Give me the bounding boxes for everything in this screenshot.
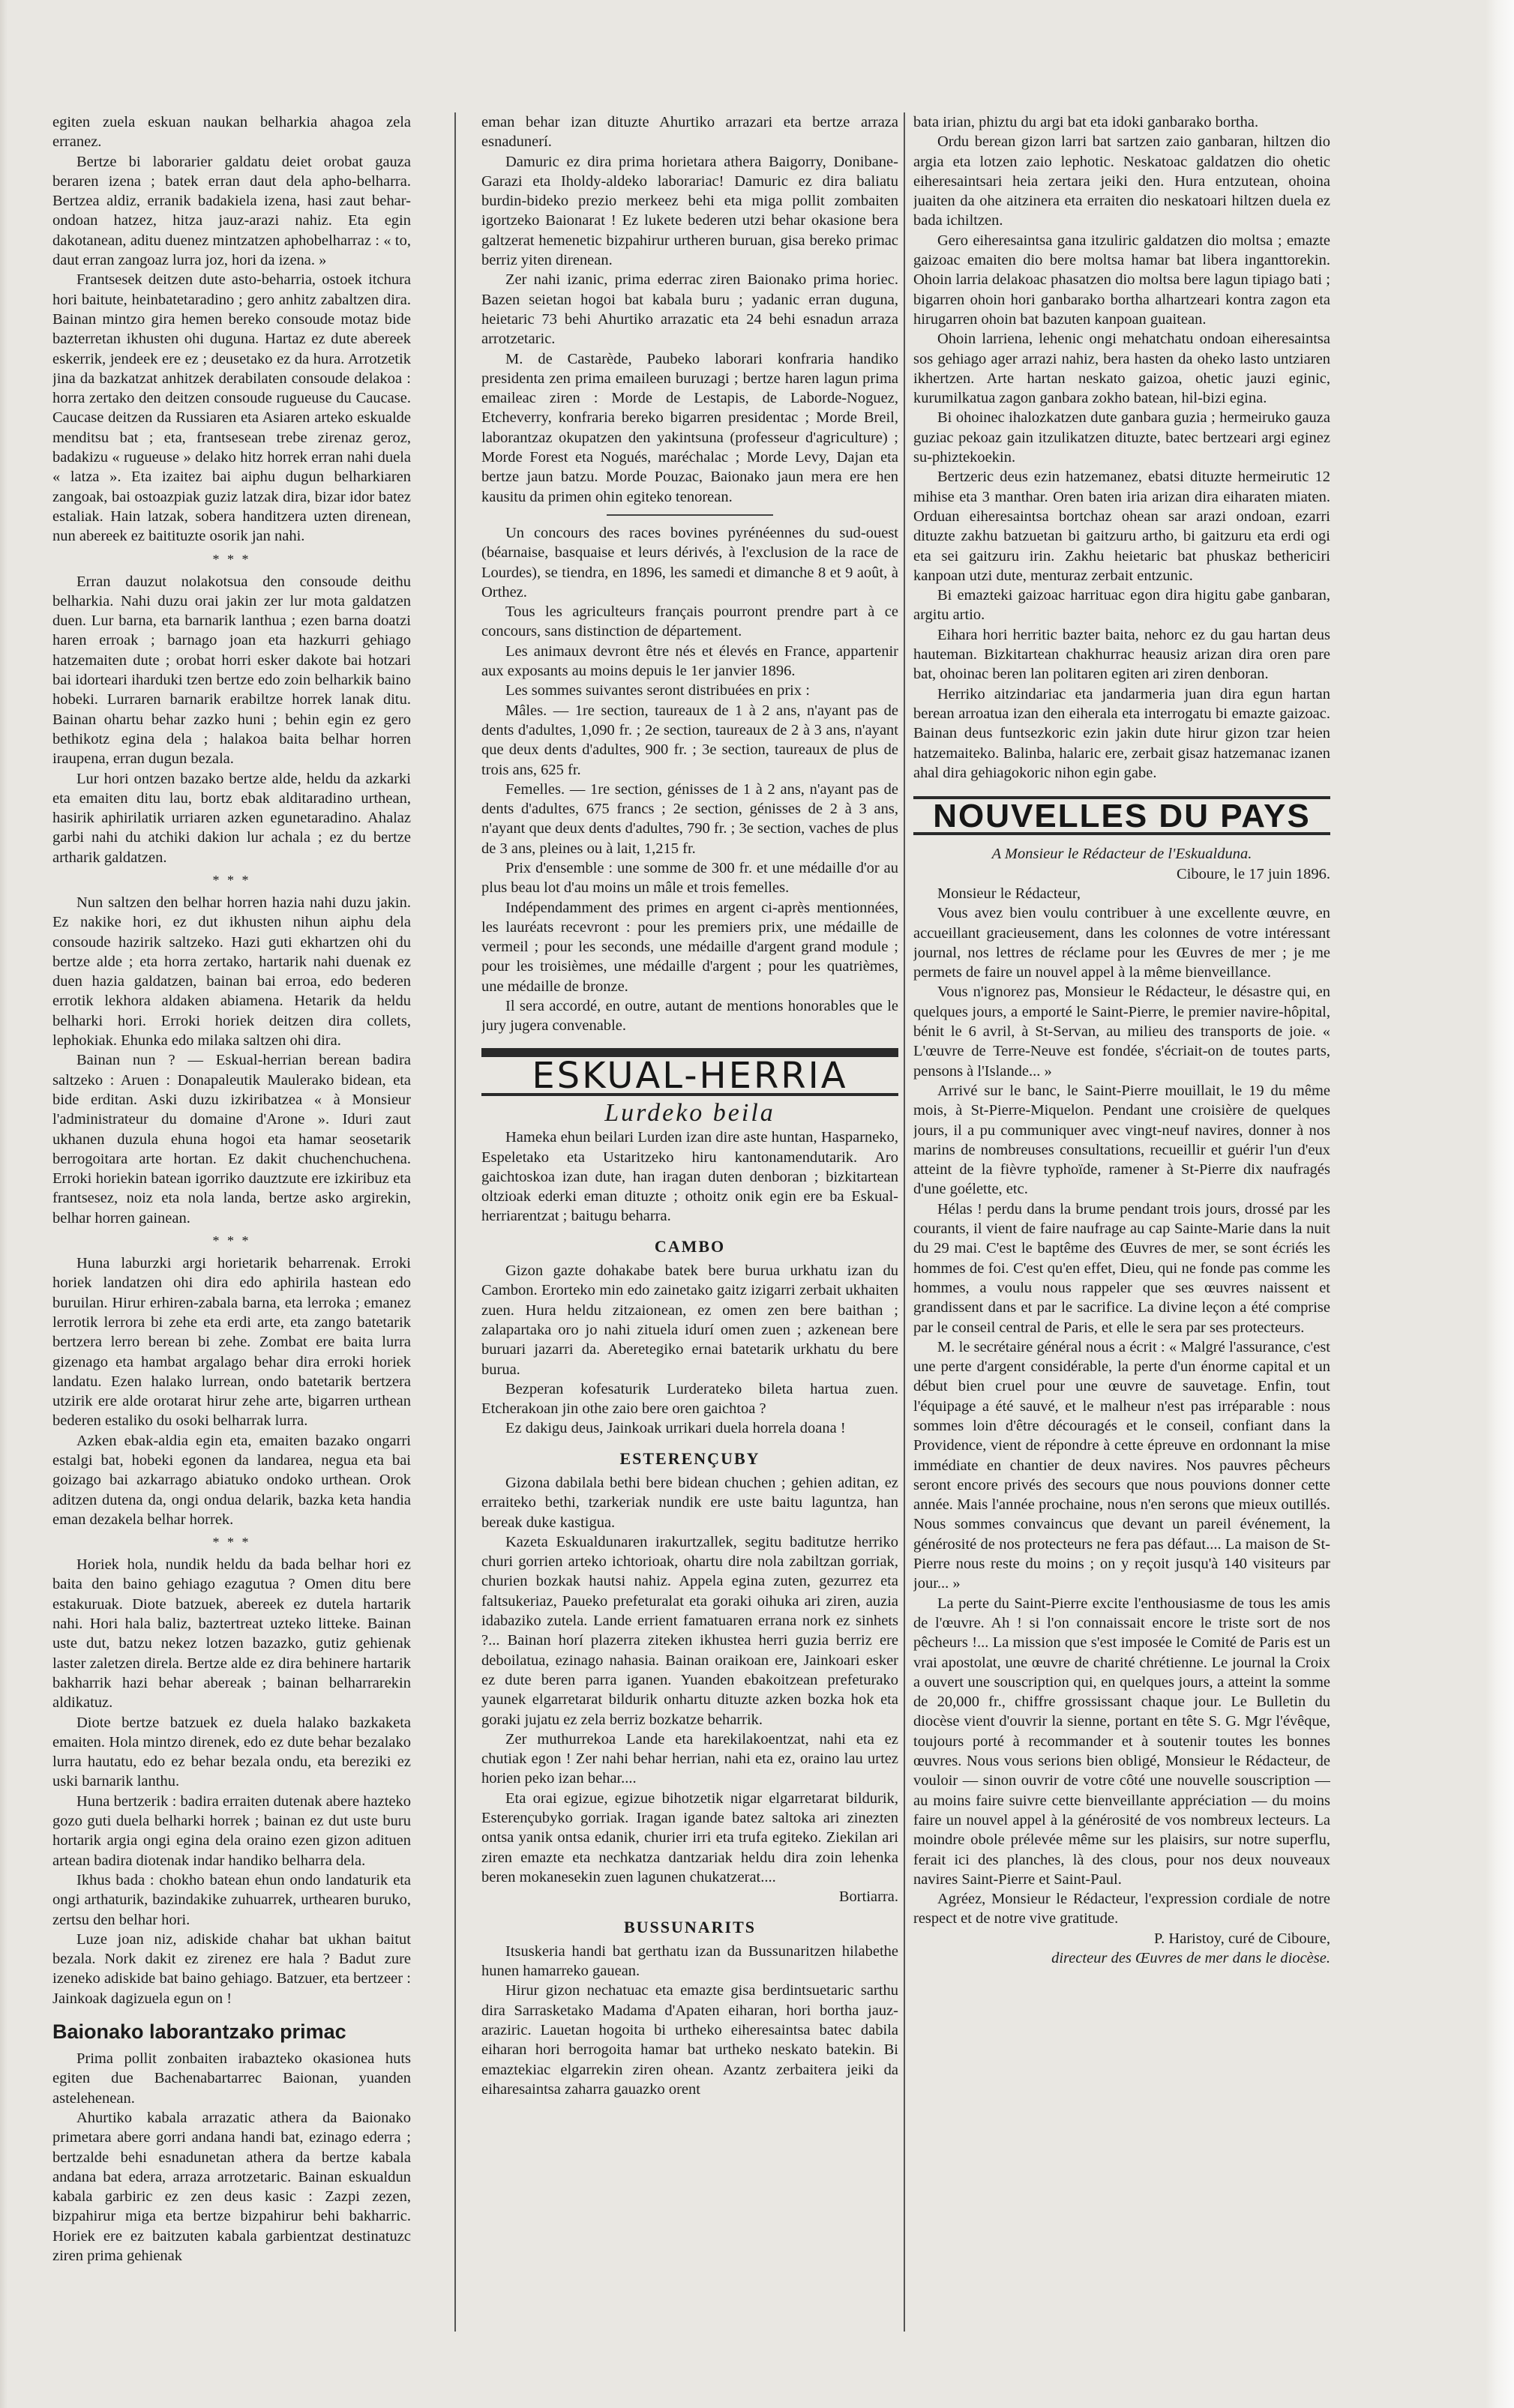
paragraph: Les animaux devront être nés et élevés en France, appartenir aux exposants au moins depuis le 1er janvier 1896. bbox=[481, 642, 898, 680]
paragraph: Un concours des races bovines pyrénéennes du sud-ouest (béarnaise, basquaise et leurs dérivés, à l'exclusion de la race de Lourdes), se tiendra, en 1896, les samedi et dimanche 8 et 9 août, à Orthez. bbox=[481, 524, 898, 601]
paragraph: Hirur gizon nechatuac eta emazte gisa berdintsuetaric sarthu dira Sarrasketako Madama d'Apaten eiharan, hori bortha jauz-araziric. Lauetan hogoita bi urtheko eiheresaintsa batec dabila eiharan hori berrogoita hamar bat urtheko neskato batekin. Bi emaztekiac elgarrekin ziren ohean. Azantz zerbaitera jeiki da eiharesaintsa zaharra gauazko orent bbox=[481, 1982, 898, 2098]
paragraph: Huna laburzki argi horietarik beharrenak. Erroki horiek landatzen ohi dira edo aphirila hastean edo buruilan. Hirur erhiren-zabala barna, eta lerroka ; emanez lerrotik lerrora bi zehe eta erdi arte, eta zango batetarik bertzera lerro berean bi zehe. Zombat ere baita lurra gizenago eta hambat argalago behar dira erroki horiek landatu. Ezen halako lurrean, ondo batetarik bertzera utzirik ere alde orotarat hirur zehe arte, bigarren urthean bederen estaliko du osoki belharrak lurra. bbox=[52, 1255, 411, 1430]
paragraph: Frantsesek deitzen dute asto-beharria, ostoek itchura hori baitute, heinbatetaradino ; gero anhitz zabaltzen dira. Bainan mintzo gira hemen bereko consoude motaz bide bazterretan ikhusten ohi duguna. Hartaz ez dute abereek eskerrik, jendeek ere ez ; deusetako ez da hura. Arrotzetik jina da bazkatzat anhitzek derabilaten consoude delakoa : horra zertako den deitzen consoude rugueuse du Caucase. Caucase deitzen da Russiaren eta Asiaren arteko eskualde menditsu bat ; eta, frantsesean trebe zirenaz geroz, badakizu « rugueuse » delako hitz horrek erran nahi duela « latza ». Eta izaitez bai aiphu dugun belharkiaren zangoak, bai ostoazpiak guziz latzak dira, bizar idor batez estaliak. Hain latzak, sobera handitzera uzten direnean, nun abereek ez baitituzte osorik jan nahi. bbox=[52, 271, 411, 545]
paragraph: Il sera accordé, en outre, autant de mentions honorables que le jury jugera convenable. bbox=[481, 998, 898, 1035]
paragraph: Indépendamment des primes en argent ci-après mentionnées, les lauréats recevront : pour les premiers prix, une médaille de vermeil ; pour les seconds, une médaille d'argent grand module ; pour les troisièmes, une médaille d'argent ; pour les quatrièmes, une médaille de bronze. bbox=[481, 899, 898, 995]
letter-salutation: Monsieur le Rédacteur, bbox=[937, 885, 1081, 902]
paragraph: Prima pollit zonbaiten irabazteko okasionea huts egiten due Bachenabartarrec Baionan, yuanden astelehenean. bbox=[52, 2050, 411, 2107]
paragraph: Mâles. — 1re section, taureaux de 1 à 2 ans, n'ayant pas de dents d'adultes, 1,090 fr. ; 2e section, taureaux de 2 à 3 ans, n'ayant que deux dents d'adultes, 900 fr. ; 3e section, taureaux de plus de trois ans, 625 fr. bbox=[481, 702, 898, 778]
place-heading: BUSSUNARITS bbox=[623, 1917, 757, 1936]
paragraph: Agréez, Monsieur le Rédacteur, l'expression cordiale de notre respect et de notre vive gratitude. bbox=[913, 1891, 1330, 1927]
column-rule bbox=[904, 112, 905, 2332]
paragraph: Bi emazteki gaizoac harrituac egon dira higitu gabe ganbaran, argitu artio. bbox=[913, 587, 1330, 624]
paragraph: Ohoin larriena, lehenic ongi mehatchatu ondoan eiheresaintsa sos gehiago ager arrazi nahiz, bera hasten da oheko lasto untziaren ikhertzen. Arte hartan neskato gaizoa, ohetic jauzi eginic, kurumilkatua zagon ganbara zokho batean, hil-bizi egina. bbox=[913, 331, 1330, 407]
paragraph: M. de Castarède, Paubeko laborari konfraria handiko presidenta zen prima emaileen buruzagi ; bertze haren lagun prima emaileac ziren : Morde de Lestapis, de Laborde-Noguez, Etcheverry, konfraria bereko bigarren presidentac ; Morde Breil, laborantzaz okupatzen den yakintsuna (professeur d'agriculture) ; Morde Forest eta Nogués, maréchalac ; Morde Levy, Dajan eta bertze jaun batzu. Morde Pouzac, Baionako jaun mera ere hen kausitu da primen ohin egiteko tenorean. bbox=[481, 350, 898, 505]
column-2 bbox=[481, 112, 898, 2354]
paragraph: egiten zuela eskuan naukan belharkia ahagoa zela erranez. bbox=[52, 114, 411, 151]
section-subtitle: Lurdeko beila bbox=[604, 1098, 775, 1127]
column-3 bbox=[913, 112, 1330, 2354]
paragraph: Eta orai egizue, egizue bihotzetik nigar elgarretarat bildurik, Esterençubyko gorriak. Iragan igande batez saltoka ari zinezten ontsa yanik ontsa edanik, churier irri eta trufa egiteko. Ziekilan ari ziren emazte eta nechkatza dantzariak heldu dira zoin lehenka beren mokanesekin zuen lagunen chukatzerat.... bbox=[481, 1790, 898, 1885]
paragraph: Gizon gazte dohakabe batek bere burua urkhatu izan du Cambon. Erorteko min edo zainetako gaitz izigarri zerbait ukhaiten zuen. Hura heldu zitzaionean, ez omen zen bere baithan ; zalapartaka oro jo nahi zituela idurí omen zuen ; azkenean bere buruari jazarri da. Aberetegiko ernai batetarik urkhatu du bere burua. bbox=[481, 1262, 898, 1378]
paragraph: Bertzeric deus ezin hatzemanez, ebatsi dituzte hermeirutic 12 mihise eta 3 manthar. Oren baten iria arizan dira eiharaten miaten. Orduan eiheresaintsa bortchaz ohean sar arazi ondoan, ezarri dituzte zakhu batzuetan bi gaitzuru artho, bi gaitzuru eta erdi ogi eta sei gaitzuru irin. Zakhu heietaric bat phuskaz bethericiri kanpoan utzi dute, menturaz zerbait entzunic. bbox=[913, 469, 1330, 584]
paragraph: Gizona dabilala bethi bere bidean chuchen ; gehien aditan, ez erraiteko bethi, tzarkeriak nundik ere uste baitu laguntza, han bereak duke kastigua. bbox=[481, 1475, 898, 1531]
paragraph: Ordu berean gizon larri bat sartzen zaio ganbaran, hiltzen dio argia eta lotzen zaio lephotic. Neskatoac galdatzen dio ohetic eiheresaintsari heia zertara jeiki den. Hura entzutean, ohoina juaiten da ohe aitzinera eta erraiten dio neskatoari hiltzen duela ez bada ichiltzen. bbox=[913, 133, 1330, 229]
paragraph: Vous avez bien voulu contribuer à une excellente œuvre, en accueillant gracieusement, dans les colonnes de votre intéressant journal, nos lettres de réclame pour les Œuvres de mer ; je me permets de faire un nouvel appel à la même bienveillance. bbox=[913, 905, 1330, 981]
paragraph: Bainan nun ? — Eskual-herrian berean badira saltzeko : Aruen : Donapaleutik Maulerako bidean, eta bide erditan. Aski duzu izkiribatzea « à Monsieur l'administrateur du domaine d'Arone ». Iduri zaut ukhanen duzula ehuna hogoi eta hamar seosetarik berrogoitara arte hortan. Ez dakit chuchenchuchena. Erroki horiekin batean igorriko dauztzute ere izkiribuz eta frantsesez, noiz eta nola landa, bertze asko argirekin, belhar horren gainean. bbox=[52, 1052, 411, 1226]
paragraph: Ikhus bada : chokho batean ehun ondo landaturik eta ongi arthaturik, bazindakike zuhuarrek, urthearen buruko, zertsu den belhar hori. bbox=[52, 1871, 411, 1928]
paragraph: Hélas ! perdu dans la brume pendant trois jours, drossé par les courants, il vient de faire naufrage au cap Sainte-Marie dans la nuit du 29 mai. C'est le baptême des Œuvres de mer, se sont écriés les hommes de foi. C'est qu'en effet, Dieu, qui ne fonde pas comme les hommes, a voulu nous rappeler que ses œuvres naissent et grandissent dans et par le sacrifice. La divine leçon a été comprise par le conseil central de Paris, et elle le sera par ses protecteurs. bbox=[913, 1200, 1330, 1336]
paragraph: Arrivé sur le banc, le Saint-Pierre mouillait, le 19 du même mois, à St-Pierre-Miquelon. Pendant une croisière de quelques jours, il a pu communiquer avec vingt-neuf navires, donner à nos marins de nombreuses consultations, recueillir et guérir l'un d'eux atteint de la fièvre typhoïde, ramener à St-Pierre dix naufragés d'une goélette, etc. bbox=[913, 1082, 1330, 1198]
scan-edge-right bbox=[1486, 0, 1514, 2408]
paragraph: Gero eiheresaintsa gana itzuliric galdatzen dio moltsa ; emazte gaizoac emaiten dio bere moltsa hamar bat libera inganttorekin. Ohoin larria delakoac phasatzen dio moltsa bere lagun tipiago bati ; bigarren ohoin hori ganbarako bortha alhartzeari kontra zagon eta hirugarren ohoin bat bazuten kanpoan guaitean. bbox=[913, 232, 1330, 328]
paragraph: Eihara hori herritic bazter baita, nehorc ez du gau hartan deus hauteman. Bizkitartean chakhurrac heausiz arizan dira oren pare bat, ohoinac beren lan politaren egiten ari ziren denboran. bbox=[913, 626, 1330, 683]
divider bbox=[607, 514, 773, 516]
paragraph: Diote bertze batzuek ez duela halako bazkaketa emaiten. Hola mintzo direnek, edo ez dute behar bezalako lurra hautatu, edo ez behar bezala ondu, eta bereziki ez uski barnarik lanthu. bbox=[52, 1714, 411, 1790]
paragraph: eman behar izan dituzte Ahurtiko arrazari eta bertze arraza esnadunerí. bbox=[481, 114, 898, 151]
paragraph: Les sommes suivantes seront distribuées en prix : bbox=[505, 682, 810, 699]
signature: directeur des Œuvres de mer dans le diocèse. bbox=[1051, 1950, 1330, 1967]
paragraph: Tous les agriculteurs français pourront prendre part à ce concours, sans distinction de département. bbox=[481, 603, 898, 640]
section-banner: ESKUAL-HERRIA bbox=[481, 1048, 898, 1096]
section-banner: NOUVELLES DU PAYS bbox=[913, 796, 1330, 835]
section-separator: * * * bbox=[212, 872, 251, 888]
paragraph: M. le secrétaire général nous a écrit : « Malgré l'assurance, c'est une perte d'argent considérable, la perte d'un énorme capital et un début bien cruel pour une œuvre de sauvetage. Enfin, tout l'équipage a été sauvé, et le malheur n'est pas irréparable : nous sommes loin d'être découragés et le conseil, confiant dans la Providence, vient de répondre à cette épreuve en ordonnant la mise immédiate en chantier de deux navires. Nos pauvres pêcheurs seront encore privés des secours que nous pouvions donner cette année. Mais l'année prochaine, nous n'en serons que mieux outillés. Nous sommes convaincus que devant un pareil événement, la générosité de nos protecteurs ne fera pas défaut.... La maison de St-Pierre nous reste du moins ; on y reçoit jusqu'à 140 visiteurs par jour... » bbox=[913, 1338, 1330, 1592]
paragraph: Prix d'ensemble : une somme de 300 fr. et une médaille d'or au plus beau lot d'au moins un mâle et trois femelles. bbox=[481, 859, 898, 897]
letter-date: Ciboure, le 17 juin 1896. bbox=[1177, 865, 1330, 882]
paragraph: Bertze bi laborarier galdatu deiet orobat gauza beraren izena ; batek erran daut dela apho-belharra. Bertzea aldiz, erranik badakiela izena, hasi zaut behar-ondoan hatzez, hitza jauz-arazi nahiz. Eta egin dakotanean, aditu duenez mintzatzen aphobelharraz : « to, daut erran zangoaz lurra joz, hori da izena. » bbox=[52, 153, 411, 269]
paragraph: Bi ohoinec ihalozkatzen dute ganbara guzia ; hermeiruko gauza guziac pekoaz gain itzulikatzen dituzte, batec bertzeari argi eginez su-phiztekoekin. bbox=[913, 409, 1330, 466]
letter-address: A Monsieur le Rédacteur de l'Eskualduna. bbox=[991, 846, 1252, 863]
paragraph: Itsuskeria handi bat gerthatu izan da Bussunaritzen hilabethe hunen hamarreko gauean. bbox=[481, 1942, 898, 1980]
paragraph: bata irian, phiztu du argi bat eta idoki ganbarako bortha. bbox=[913, 114, 1259, 130]
paragraph: Kazeta Eskualdunaren irakurtzallek, segitu baditutze herriko churi gorrien arteko ichtorioak, ohartu dire nola zabiltzan gorriak, churien bozkak hautsi nahiz. Appela egina zuten, gezurrez eta faltsukeriaz, Paueko prefeturalat eta goraki oihuka ari ziren, auzia idabaziko zutela. Lande errient famatuaren errana nork ez sinhets ?... Bainan horí plazerra ziteken ikhustea herri guzia berriz ere deboilatua, ezinago nahasia. Bainan oraikoan ere, Jainkoari esker ez dute beren parra iganen. Yuanden ebakoitzean prefeturako yaunek elgarretarat bildurik onhartu dituzte azken bozka hok eta goraki jujatu ez zela berriz bozkatze beharrik. bbox=[481, 1533, 898, 1728]
signature: P. Haristoy, curé de Ciboure, bbox=[1154, 1930, 1330, 1947]
article-title: Baionako laborantzako primac bbox=[52, 2020, 346, 2044]
column-1 bbox=[52, 112, 411, 2354]
paragraph: Vous n'ignorez pas, Monsieur le Rédacteur, le désastre qui, en quelques jours, a emporté le Saint-Pierre, le premier navire-hôpital, bénit le 6 avril, à St-Servan, au milieu des transports de joie. « L'œuvre de Terre-Neuve est fondée, s'écriait-on de toutes parts, pensons à l'Islande... » bbox=[913, 984, 1330, 1080]
paragraph: Herriko aitzindariac eta jandarmeria juan dira egun hartan berean arroatua izan den eiherala eta interrogatu bi emazte gaizoac. Bainan deus funtsezkoric ezin jakin dute hirur gizon tzar heien hatzemaiteko. Balinba, halaric ere, zerbait gisaz hatzemanac izanen ahal dira gehiagokoric nihon egin gabe. bbox=[913, 685, 1330, 781]
column-rule bbox=[454, 112, 456, 2332]
paragraph: Damuric ez dira prima horietara athera Baigorry, Donibane-Garazi eta Iholdy-aldeko laborariac! Damuric ez dira baliatu burdin-bideko prezio merkeez behi eta miga pollit zombaiten igortzeko Baionarat ! Ez lukete bederen utzi behar okasione bera galtzerat hemenetic bizpahirur urtheren buruan, gisa bereko primac berriz yiten direnean. bbox=[481, 153, 898, 269]
paragraph: Hameka ehun beilari Lurden izan dire aste huntan, Hasparneko, Espeletako eta Ustaritzeko hiru kantonamendutarik. Aro gaichtoskoa izan dute, han iragan duten denboran ; bizkitartean oltzioak ederki eman dituzte ; othoitz onik egin ere ba Eskual-herriarentzat ; baitugu beharra. bbox=[481, 1129, 898, 1225]
section-separator: * * * bbox=[212, 551, 251, 567]
place-heading: ESTERENÇUBY bbox=[619, 1448, 760, 1468]
paragraph: Lur hori ontzen bazako bertze alde, heldu da azkarki eta emaiten ditu lau, bortz ebak alditaradino urthean, hasirik aphirilatik urriaren azken egunetaradino. Ahalaz garbi nahi du atchiki dakion lur achala ; ez du bertze artharik galdatzen. bbox=[52, 770, 411, 866]
paragraph: Nun saltzen den belhar horren hazia nahi duzu jakin. Ez nakike hori, ez dut ikhusten nihun aiphu dela consoude hazirik saltzeko. Hazi guti ekhartzen ohi du bertze alde ; eta horra zertako, hartarik nahi duenak ez duen hazia galdatzen, bainan bai erroa, edo bederen errotik lekhora aldaken abiamena. Hetarik da heldu belharki hori. Erroki horiek deitzen dira collets, lephokiak. Ehunka edo milaka saltzen ohi dira. bbox=[52, 894, 411, 1050]
paragraph: Zer muthurrekoa Lande eta harekilakoentzat, nahi eta ez chutiak egon ! Zer nahi behar herrian, nahi eta ez, oraino lau urtez horien peko izan behar.... bbox=[481, 1730, 898, 1787]
paragraph: Luze joan niz, adiskide chahar bat ukhan baitut bezala. Nork dakit ez zirenez ere hala ? Badut zure izeneko adiskide bat baino gehiago. Batzuer, eta bertzeer : Jainkoak dagizuela egun on ! bbox=[52, 1930, 411, 2007]
place-heading: CAMBO bbox=[654, 1236, 726, 1256]
paragraph: Femelles. — 1re section, génisses de 1 à 2 ans, n'ayant pas de dents d'adultes, 675 francs ; 2e section, génisses de 2 à 3 ans, n'ayant que deux dents d'adultes, 790 fr. ; 3e section, vaches de plus de 3 ans, pleines ou à lait, 1,215 fr. bbox=[481, 780, 898, 857]
paragraph: Azken ebak-aldia egin eta, emaiten bazako ongarri estalgi bat, hobeki egonen da landarea, negua eta bai goizago bai azkarrago abiatuko ondoko urthean. Orok aditzen dutena da, ongi ondua delarik, bazka keta handia eman dezakela belhar horrek. bbox=[52, 1432, 411, 1528]
scan-edge-left bbox=[0, 0, 7, 2408]
paragraph: Ez dakigu deus, Jainkoak urrikari duela horrela doana ! bbox=[505, 1420, 846, 1437]
paragraph: Horiek hola, nundik heldu da bada belhar hori ez baita den baino gehiago ezagutua ? Omen ditu bere estakuruak. Diote batzuek, abereek ez dutela hartarik nahi. Hori hala baliz, baztertreat uzteko litteke. Bainan uste dut, batzu nekez lotzen bazazko, gutiz gehienak laster zaletzen direla. Bertze alde ez dira behinere hartarik bakharrik hazi behar abereak ; bainan belharrarekin aldikatuz. bbox=[52, 1556, 411, 1712]
paragraph: Ahurtiko kabala arrazatic athera da Baionako primetara abere gorri andana handi bat, ezinago ederra ; bertzalde behi esnadunetan athera da bertze kabala andana bat edera, arraza arrotzetaric. Bainan eskualdun kabala garbiric ez zen deus kasic : Zazpi zezen, bizpahirur miga eta bertze bizpahirur behi bakharric. Horiek ere ez baitzuten kabala garbientzat destinatuzc ziren prima gehienak bbox=[52, 2109, 411, 2264]
paragraph: Bezperan kofesaturik Lurderateko bileta hartua zuen. Etcherakoan jin othe zaio bere oren gaichtoa ? bbox=[481, 1380, 898, 1418]
section-separator: * * * bbox=[212, 1233, 251, 1249]
section-separator: * * * bbox=[212, 1535, 251, 1550]
paragraph: Erran dauzut nolakotsua den consoude deithu belharkia. Nahi duzu orai jakin zer lur mota galdatzen duen. Lur barna, eta barnarik lanthua ; ezen barna doatzi haren erroak ; barnago joan eta hazkurri gehiago hatzemaiten dute ; orobat horri esker dakote bai hotzari bai idorteari iharduki tzen bertze edo zoin belharkik baino hobeki. Lurraren barnarik erabiltze horrek lanak ditu. Bainan ohartu behar zazko huni ; behin egin ez gero bethikotz egina dela ; halakoa baita belhar horren iraupena, erran dugun bezala. bbox=[52, 573, 411, 768]
paragraph: Huna bertzerik : badira erraiten dutenak abere hazteko gozo guti duela belharki horrek ; bainan ez dut uste buru hortarik argia ongi egina dela oraino ezen gizon adituen artean badira diotenak indar handiko belharra dela. bbox=[52, 1793, 411, 1869]
paragraph: Zer nahi izanic, prima ederrac ziren Baionako prima horiec. Bazen seietan hogoi bat kabala buru ; yadanic erran duguna, heietaric 73 behi Ahurtiko arrazatic eta 24 behi esnadun arraza arrotzetaric. bbox=[481, 271, 898, 348]
signature: Bortiarra. bbox=[838, 1888, 898, 1906]
paragraph: La perte du Saint-Pierre excite l'enthousiasme de tous les amis de l'œuvre. Ah ! si l'on connaissait encore le triste sort de nos pêcheurs !... La mission que s'est imposée le Comité de Paris est un vrai apostolat, une œuvre de charité chrétienne. Le journal la Croix a ouvert une souscription qui, en quelques jours, a atteint la somme de 20,000 fr., chiffre grossissant chaque jour. Le Bulletin du diocèse vient d'ouvrir la sienne, portant en tête S. G. Mgr l'évêque, toujours porté à recommander et à soutenir toutes les bonnes œuvres. Nous vous serions bien obligé, Monsieur le Rédacteur, de vouloir — sinon ouvrir de votre côté une nouvelle souscription — au moins faire suivre cette bienveillante appréciation — du moins faire un nouvel appel à la générosité de vos nombreux lecteurs. La moindre obole prélevée même sur les plaisirs, sur notre superflu, ferait ici des planches, là des clous, pour nos deux nouveaux navires Saint-Pierre et Saint-Paul. bbox=[913, 1595, 1330, 1888]
